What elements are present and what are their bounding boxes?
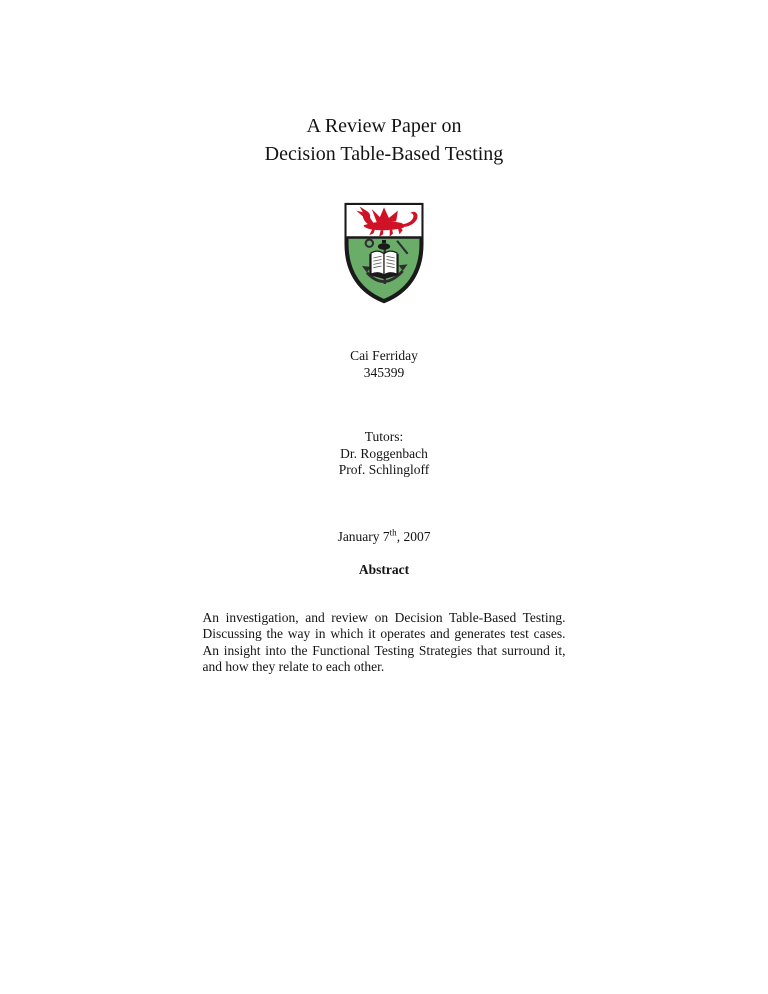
tutor-name-2: Prof. Schlingloff [338,462,430,477]
author-name: Cai Ferriday [350,348,418,363]
open-book-icon [369,251,398,279]
page-title-line1: A Review Paper on [306,115,462,137]
tutors-heading: Tutors: [364,429,404,444]
date-ordinal: th [389,527,397,537]
abstract-heading: Abstract [358,561,410,577]
university-crest [0,200,768,311]
date-line [0,529,768,545]
tutors-block [0,429,768,479]
page-title-line2: Decision Table-Based Testing [264,143,504,165]
author-student-id: 345399 [363,365,405,380]
date-year: , 2007 [396,528,431,544]
page-title [0,112,768,168]
author-block [0,347,768,381]
tutor-name-1: Dr. Roggenbach [340,445,428,461]
date-day: January 7 [337,528,390,544]
crest-graphic [340,200,428,306]
abstract-paragraph: An investigation, and review on Decision Table-Based Testing. Discussing the way in which it operates and generates test cases. An insight into the Functional Testing Strategies that surround it, and how they relate to each other. [202,609,566,675]
